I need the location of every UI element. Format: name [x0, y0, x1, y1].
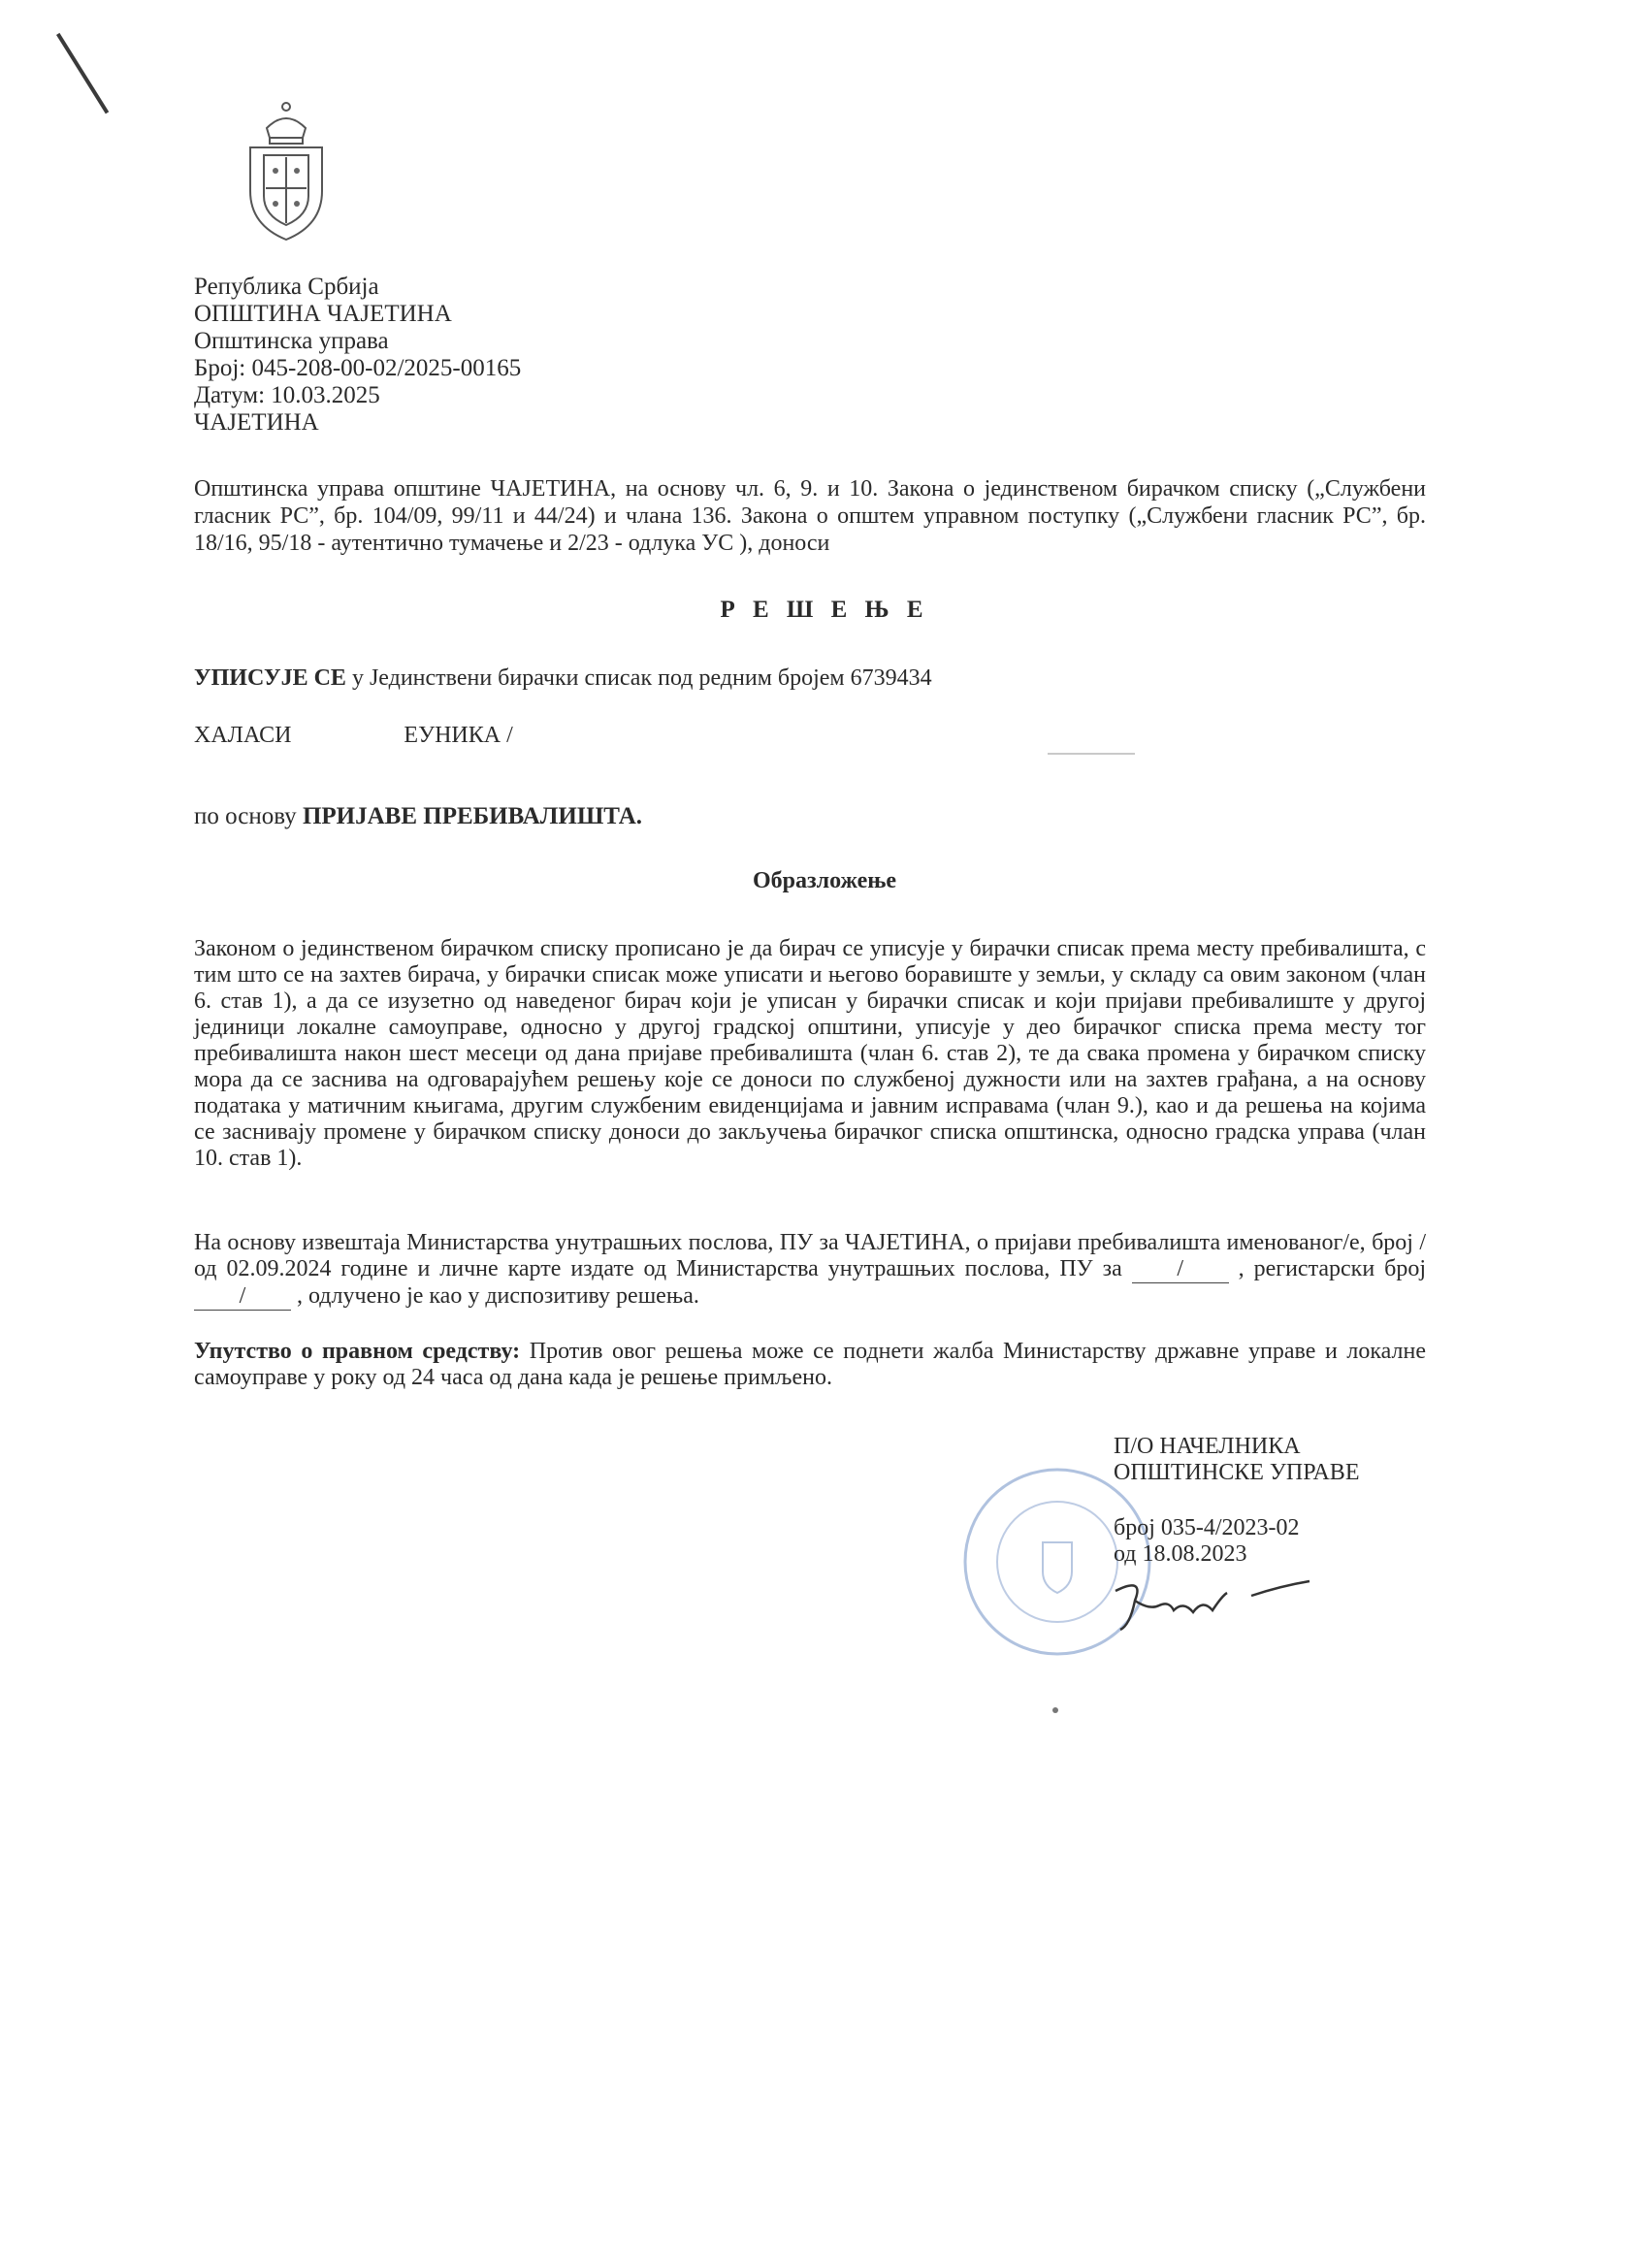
reasoning-title: Образложење	[752, 868, 897, 893]
legal-remedy-paragraph	[194, 1339, 1426, 1391]
registration-number-blank: /	[194, 1283, 291, 1311]
coat-of-arms-icon	[242, 99, 330, 244]
reasoning-paragraph-1: Законом о јединственом бирачком списку прописано је да бирач се уписује у бирачки списак према месту пребивалишта, с тим што се на захтев бирача, у бирачки списак може уписати и његово боравиште у земљи, у складу са овим законом (члан 6. став 1), а да се изузетно од наведеног бирач који је уписан у бирачки списак и који пријави пребивалиште у другој јединици локалне самоуправе, односно у другој градској општини, уписује у део бирачког списка према месту тог пребивалишта након шест месеци од дана пријаве пребивалишта (члан 6. став 2), те да свака промена у бирачком списку мора да се заснива на одговарајућем решењу које се доноси по службеној дужности или на захтев грађана, а на основу података у матичним књигама, другим службеним евиденцијама и јавним исправама (члан 9.), као и да решења на којима се заснивају промене у бирачком списку доноси до закључења бирачког списка општинска, односно градска управа (члан 10. став 1).	[194, 936, 1426, 1171]
reasoning-paragraph-2	[194, 1230, 1426, 1311]
document-header	[194, 274, 521, 437]
legal-remedy-heading: Упутство о правном средству:	[194, 1339, 521, 1364]
signatory-title: П/О НАЧЕЛНИКА	[1114, 1434, 1301, 1459]
basis-prefix: по основу	[194, 803, 303, 829]
voter-surname: ХАЛАСИ	[194, 723, 292, 748]
basis-keyword: ПРИЈАВЕ ПРЕБИВАЛИШТА.	[302, 803, 643, 829]
signature-block	[1114, 1434, 1359, 1568]
enrolment-keyword: УПИСУЈЕ СЕ	[194, 665, 346, 691]
voter-name	[194, 723, 513, 749]
paragraph2-part3: , одлучено је као у диспозитиву решења.	[291, 1283, 699, 1309]
authorization-number: број 035-4/2023-02	[1114, 1515, 1300, 1540]
basis-line	[194, 803, 642, 830]
intro-paragraph: Општинска управа општине ЧАЈЕТИНА, на основу чл. 6, 9. и 10. Закона о јединственом бирачком списку („Службени гласник РС”, бр. 104/09, 99/11 и 44/24) и члана 136. Закона о општем управном поступку („Службени гласник РС”, бр. 18/16, 95/18 - аутентично тумачење и 2/23 - одлука УС ), доноси	[194, 476, 1426, 556]
header-office: Општинска управа	[194, 328, 389, 354]
authorization-date: од 18.08.2023	[1114, 1541, 1247, 1567]
paragraph2-part2: , регистарски број	[1228, 1256, 1426, 1281]
scan-mark	[56, 33, 109, 114]
enrolment-text: у Јединствени бирачки списак под редним бројем 6739434	[345, 665, 932, 691]
signatory-office: ОПШТИНСКЕ УПРАВЕ	[1114, 1460, 1360, 1485]
handwritten-signature	[1106, 1571, 1319, 1639]
id-card-blank: /	[1132, 1256, 1229, 1283]
enrolment-line	[194, 665, 932, 692]
legal-remedy-text: Против овог решења може се поднети жалба Министарству државне управе и локалне самоуправе у року од 24 часа од дана када је решење примљено.	[194, 1339, 1426, 1390]
voter-given-name: ЕУНИКА /	[404, 723, 513, 748]
header-date: Датум: 10.03.2025	[194, 382, 380, 408]
header-number: Број: 045-208-00-02/2025-00165	[194, 355, 522, 381]
header-municipality: ОПШТИНА ЧАЈЕТИНА	[194, 301, 452, 327]
decision-title: Р Е Ш Е Њ Е	[720, 597, 929, 623]
paragraph2-part1: На основу извештаја Министарства унутрашњих послова, ПУ за ЧАЈЕТИНА, о пријави пребивалишта именованог/е, број / од 02.09.2024 године и личне карте издате од Министарства унутрашњих послова, ПУ за	[194, 1230, 1426, 1281]
header-country: Република Србија	[194, 274, 379, 300]
header-city: ЧАЈЕТИНА	[194, 409, 319, 436]
scan-speck	[1052, 1707, 1058, 1713]
redaction-smudge	[1048, 753, 1135, 755]
